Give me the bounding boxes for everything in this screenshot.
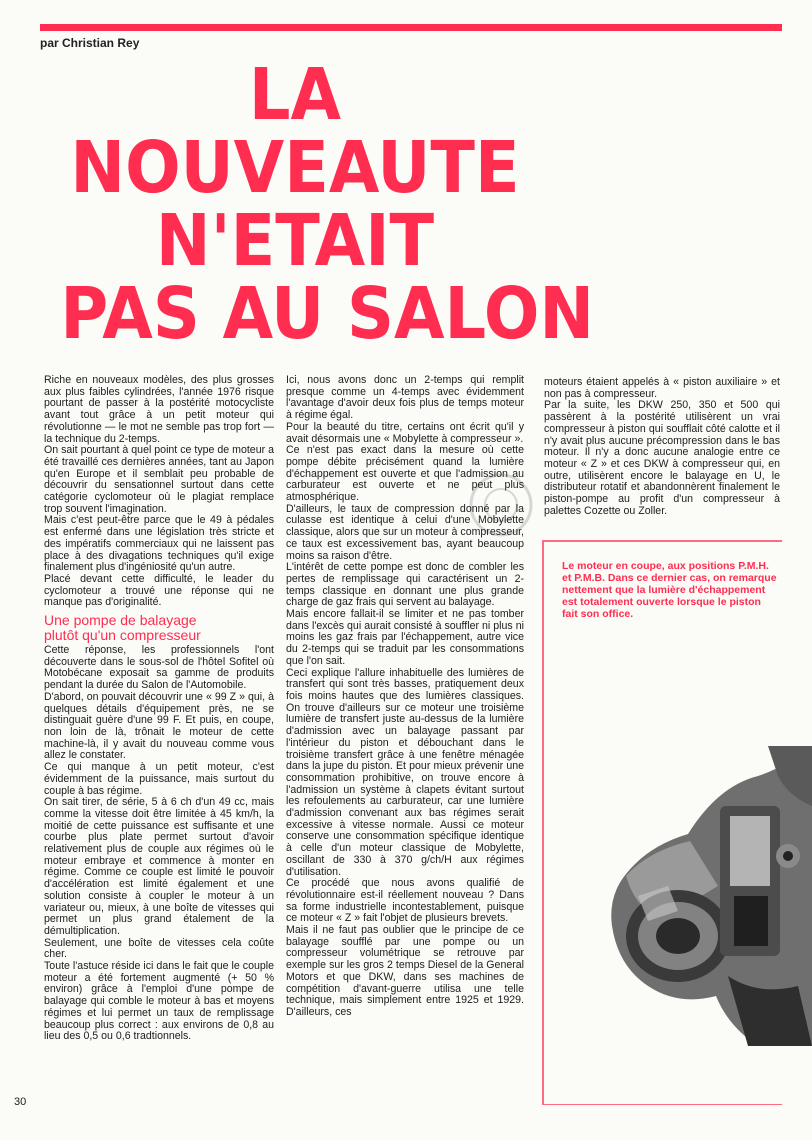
- paragraph: Ce n'est pas exact dans la mesure où cette pompe débite précisément quand la lumière d'échappement est ouverte et que l'admission au carburateur est ouverte et ne peut plus atmosphérique.: [286, 444, 524, 504]
- frame-rule: [542, 1104, 782, 1106]
- headline-line: LA: [248, 53, 342, 136]
- paragraph: Mais c'est peut-être parce que le 49 à pédales est enfermé dans une législation très stricte et des impératifs commerciaux qui ne laissent pas place à des divagations techniques qu'il exige finalement plus d'ingéniosité qu'un autre.: [44, 514, 274, 574]
- section-subheading: [44, 613, 274, 643]
- column-3: [544, 377, 780, 517]
- paragraph: Mais il ne faut pas oublier que le principe de ce balayage soufflé par une pompe ou un compresseur volumétrique se retrouve par exemple sur les gros 2 temps Diesel de la General Motors et que DKW, dans ses machines de compétition d'avant-guerre utilisa une telle technique, mais simplement entre 1925 et 1929. D'ailleurs, ces: [286, 924, 524, 1018]
- paragraph: D'abord, on pouvait découvrir une « 99 Z » qui, à quelques détails d'équipement près, ne se distinguait guère d'une 99 F. Et puis, en coupe, non loin de là, trônait le moteur de cette machine-là, il y avait du nouveau comme vous allez le constater.: [44, 690, 274, 762]
- frame-rule: [542, 540, 544, 1105]
- paragraph: Pour la beauté du titre, certains ont écrit qu'il y avait désormais une « Mobylette à compresseur ».: [286, 420, 524, 445]
- page-number: 30: [14, 1096, 27, 1108]
- headline-line: PAS AU SALON: [60, 272, 595, 355]
- paragraph: Placé devant cette difficulté, le leader du cyclomoteur a trouvé une réponse qui ne manque pas d'originalité.: [44, 572, 274, 609]
- paragraph: Ici, nous avons donc un 2-temps qui remplit presque comme un 4-temps avec évidemment l'avantage d'avoir deux fois plus de temps moteur à régime égal.: [286, 374, 524, 422]
- paragraph: Toute l'astuce réside ici dans le fait que le couple moteur a été fortement augmenté (+ 50 % environ) grâce à l'emploi d'une pompe de balayage qui comble le moteur à bas et moyens régimes et lui permet un taux de remplissage beaucoup plus correct : aux environs de 0,8 au lieu des 0,5 ou 0,6 tradtionnels.: [44, 960, 274, 1043]
- library-stamp-icon: [466, 470, 536, 540]
- headline-line: NOUVEAUTE: [70, 126, 520, 209]
- byline: par Christian Rey: [40, 36, 140, 50]
- paragraph: moteurs étaient appelés à « piston auxiliaire » et non pas à compresseur.: [544, 376, 780, 400]
- paragraph: Par la suite, les DKW 250, 350 et 500 qui passèrent à la postérité utilisèrent un vrai compresseur à piston qui soufflait côté calotte et il n'y avait plus aucune précompression dans le bas moteur. Il n'y a donc aucune analogie entre ce moteur « Z » et ces DKW à compresseur qui, en outre, utilisèrent encore le balayage en U, le distributeur rotatif et abandonnèrent finalement le piston-pompe au profit d'un compresseur à palettes Cozette ou Zoller.: [544, 399, 780, 517]
- frame-rule: [542, 540, 782, 542]
- paragraph: D'ailleurs, le taux de compression donné par la culasse est identique à celui d'une Mobylette classique, alors que sur un moteur à compresseur, ce taux est excessivement bas, ayant beaucoup moins sa raison d'être.: [286, 502, 524, 562]
- paragraph: L'intérêt de cette pompe est donc de combler les pertes de remplissage qui caractérisent un 2-temps classique en donnant une plus grande charge de gaz frais qui servent au balayage.: [286, 561, 524, 609]
- paragraph: Ce procédé que nous avons qualifié de révolutionnaire est-il réellement nouveau ? Dans sa forme industrielle incontestablement, puisque ce moteur « Z » fait l'objet de plusieurs brevets.: [286, 877, 524, 925]
- headline: [60, 53, 595, 355]
- photo-caption: Le moteur en coupe, aux positions P.M.H. et P.M.B. Dans ce dernier cas, on remarque nettement que la lumière d'échappement est totalement ouverte lorsque le piston fait son office.: [562, 560, 777, 620]
- headline-line: N'ETAIT: [155, 199, 435, 282]
- paragraph: Cette réponse, les professionnels l'ont découverte dans le sous-sol de l'hôtel Sofitel où Motobécane exposait sa gamme de produits pendant la durée du Salon de l'Automobile.: [44, 644, 274, 692]
- paragraph: On sait pourtant à quel point ce type de moteur a été travaillé ces dernières années, tant au Japon qu'en Europe et il semblait peu probable de découvrir du sensationnel surtout dans cette catégorie cyclomoteur où le plagiat remplace trop souvent l'imagination.: [44, 444, 274, 515]
- paragraph: Ce qui manque à un petit moteur, c'est évidemment de la puissance, mais surtout du couple à bas régime.: [44, 761, 274, 797]
- subheading-line: Une pompe de balayage: [44, 612, 197, 629]
- paragraph: Riche en nouveaux modèles, des plus grosses aux plus faibles cylindrées, l'année 1976 risque pourtant de passer à la postérité motocycliste avant tout grâce à un petit moteur qui révolutionne — le mot ne semble pas trop fort — la technique du 2-temps.: [44, 374, 274, 445]
- paragraph: Ceci explique l'allure inhabituelle des lumières de transfert qui sont très basses, pratiquement deux fois moins hautes que des lumières classiques. On trouve d'ailleurs sur ce moteur une troisième lumière de transfert juste au-dessus de la lumière d'admission avec un balayage passant par l'intérieur du piston et débouchant dans le troisième transfert grâce à une fenêtre ménagée dans la jupe du piston. Et pour mieux prévenir une consommation prohibitive, on trouve encore à l'admission un système à clapets évitant surtout les refoulements au carburateur, car une lumière d'admission convenant aux bas régimes serait excessive à vitesse normale. Aussi ce moteur conserve une consommation spécifique identique à celle d'un moteur classique de Mobylette, oscillant de 330 à 370 g/ch/H aux régimes d'utilisation.: [286, 666, 524, 878]
- top-rule: [40, 24, 782, 31]
- paragraph: Seulement, une boîte de vitesses cela coûte cher.: [44, 936, 274, 961]
- paragraph: Mais encore fallait-il se limiter et ne pas tomber dans l'excès qui aurait consisté à souffler ni plus ni moins les gaz frais par l'échappement, autre vice du 2-temps qui se traduit par les consommations que l'on sait.: [286, 608, 524, 667]
- column-1: [44, 375, 274, 1043]
- engine-cutaway-photo: [608, 746, 812, 1046]
- subheading-line: plutôt qu'un compresseur: [44, 627, 201, 644]
- paragraph: On sait tirer, de série, 5 à 6 ch d'un 49 cc, mais comme la vitesse doit être limitée à 45 km/h, la moitié de cette puissance est suffisante et une courbe plus plate permet surtout d'avoir relativement plus de couple aux régimes où le moteur embraye et commence à monter en régime. Comme ce couple est limité le pouvoir d'accélération est limité également et une solution consiste à coupler le moteur à un variateur ou, mieux, à une boîte de vitesses qui permet un plus grand étalement de la démultiplication.: [44, 796, 274, 937]
